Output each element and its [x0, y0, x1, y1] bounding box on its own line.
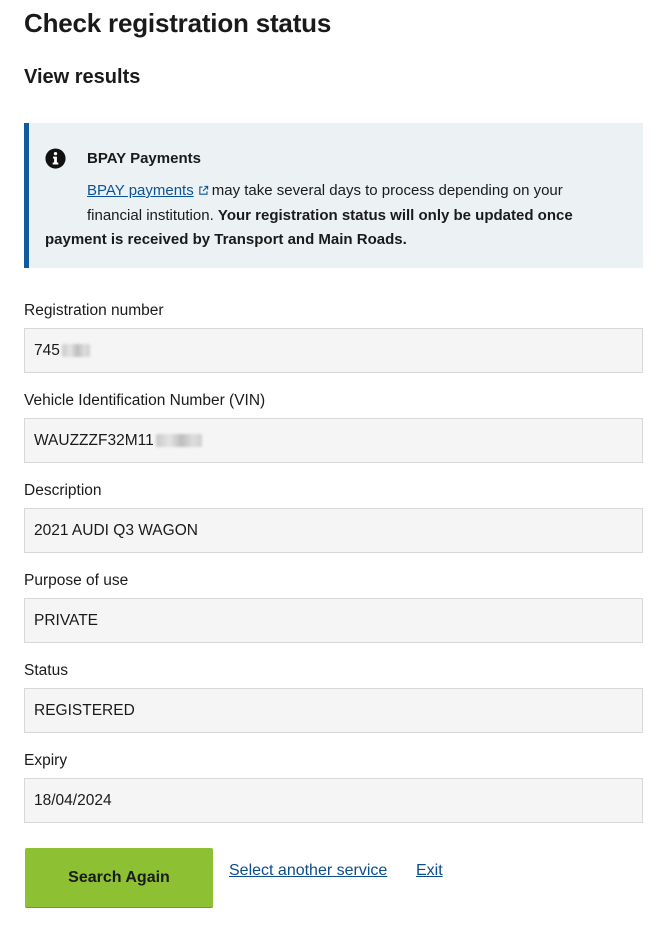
page-title: Check registration status — [24, 8, 332, 38]
expiry-field — [24, 778, 643, 823]
notice-line-2 — [45, 204, 635, 229]
select-another-service-link[interactable]: Select another service — [229, 862, 388, 879]
purpose-of-use-label: Purpose of use — [24, 572, 129, 589]
status-field — [24, 688, 643, 733]
expiry-value: 18/04/2024 — [34, 792, 112, 809]
search-again-button[interactable]: Search Again — [25, 848, 213, 907]
bpay-notice — [24, 123, 643, 268]
notice-line-3 — [45, 228, 635, 253]
redacted-blur — [62, 344, 90, 357]
registration-number-label: Registration number — [24, 302, 164, 319]
registration-number-field — [24, 328, 643, 373]
vin-value: WAUZZZF32M11 — [34, 432, 154, 449]
exit-link[interactable]: Exit — [416, 862, 443, 879]
notice-text-normal: financial institution. — [87, 206, 214, 224]
purpose-of-use-value: PRIVATE — [34, 612, 99, 629]
vin-label: Vehicle Identification Number (VIN) — [24, 392, 266, 409]
section-heading: View results — [24, 66, 141, 88]
info-circle-icon — [45, 148, 66, 169]
status-label: Status — [24, 662, 68, 679]
notice-text-after-link: may take several days to process depending on your — [211, 182, 563, 199]
notice-line-1 — [45, 179, 635, 204]
purpose-of-use-field — [24, 598, 643, 643]
status-value: REGISTERED — [34, 702, 135, 719]
bpay-payments-link[interactable]: BPAY payments — [87, 182, 194, 199]
external-link-icon — [198, 185, 209, 196]
vin-field — [24, 418, 643, 463]
description-label: Description — [24, 482, 102, 499]
description-field — [24, 508, 643, 553]
notice-text-bold-2: payment is received by Transport and Main Roads. — [45, 231, 407, 248]
redacted-blur — [156, 434, 202, 447]
notice-title: BPAY Payments — [87, 150, 201, 167]
registration-number-value: 745 — [34, 342, 60, 359]
expiry-label: Expiry — [24, 752, 68, 769]
description-value: 2021 AUDI Q3 WAGON — [34, 522, 198, 539]
notice-body — [45, 179, 635, 253]
notice-text-bold: Your registration status will only be updated once — [217, 206, 573, 224]
